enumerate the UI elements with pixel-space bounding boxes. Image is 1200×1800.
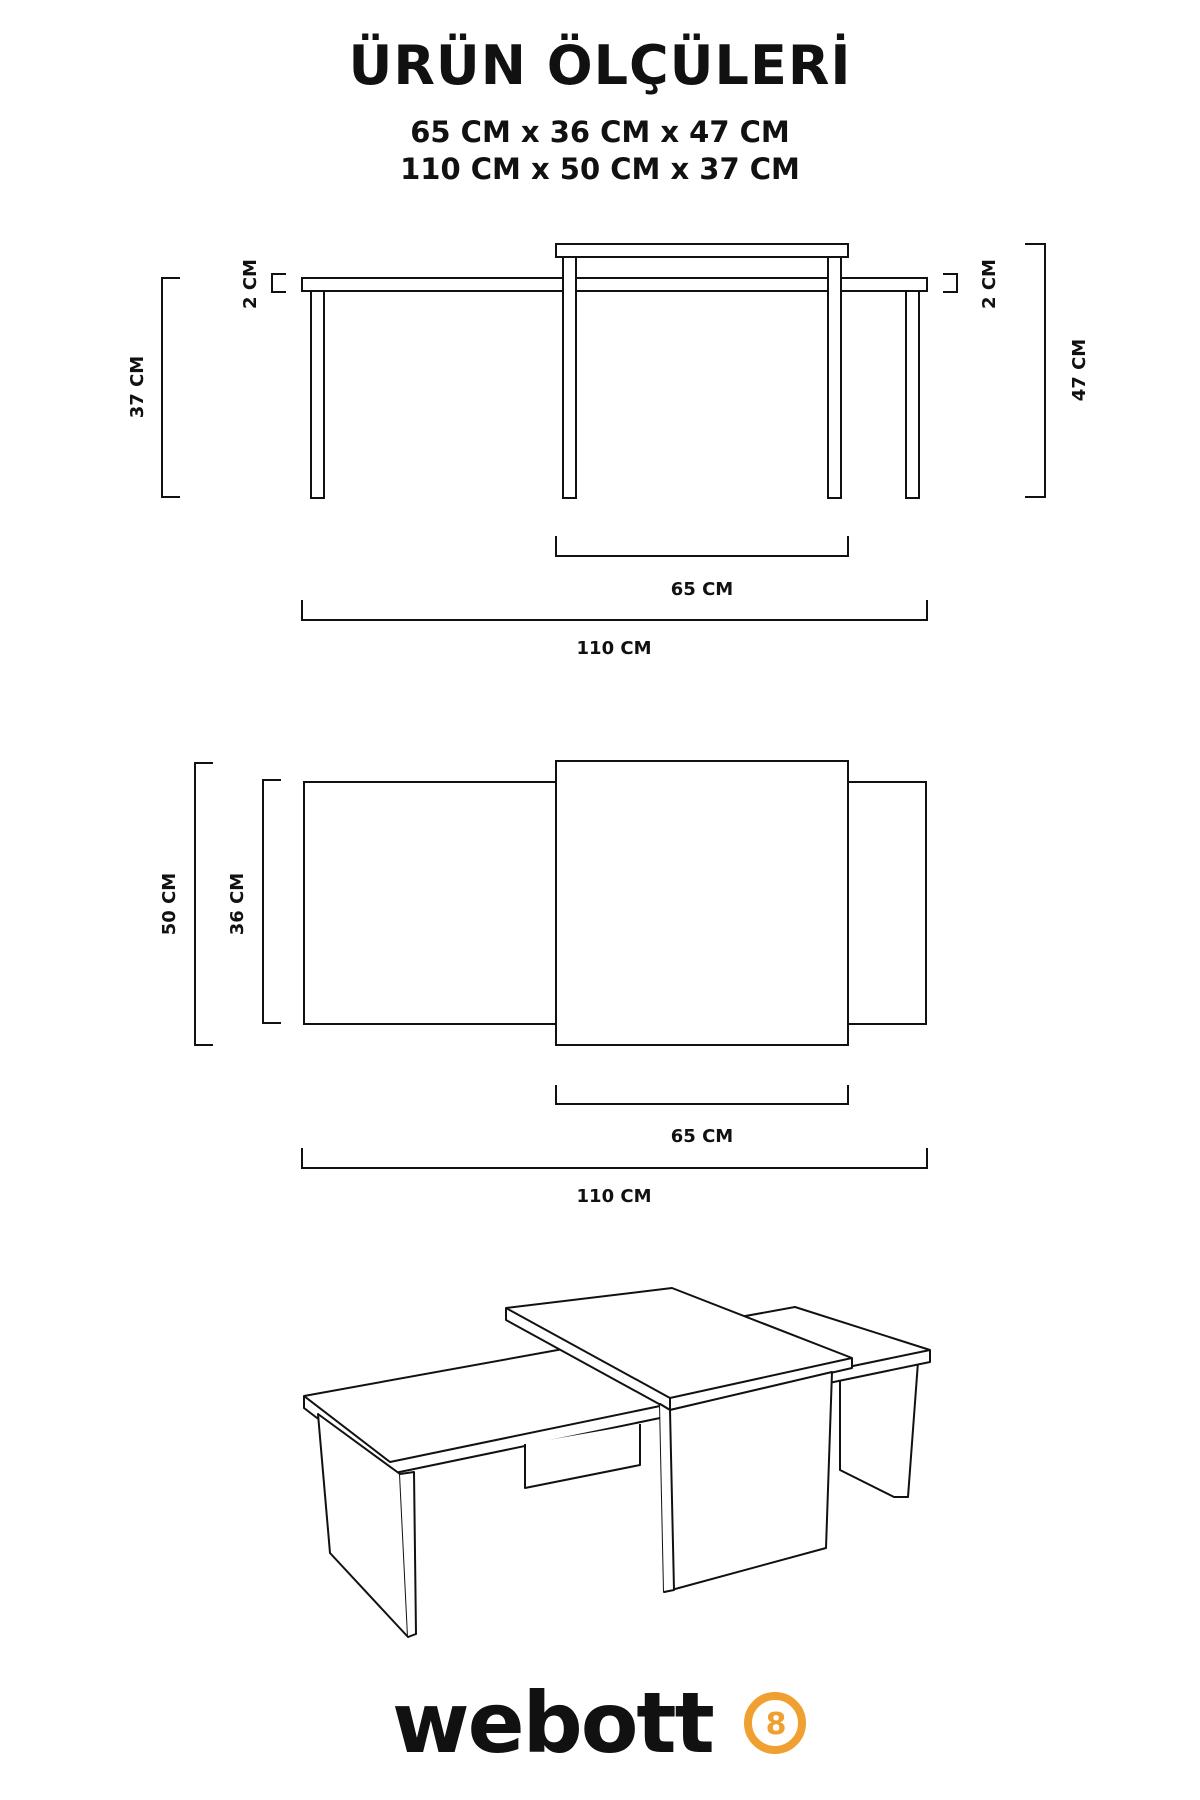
label-width-large-top: 110 CM bbox=[576, 1186, 652, 1207]
small-table-top-front bbox=[556, 244, 848, 257]
depth-large-bracket bbox=[195, 763, 213, 1045]
small-table-leg-right bbox=[828, 257, 841, 498]
label-height-small: 47 CM bbox=[1069, 338, 1090, 402]
brand-wordmark: webott bbox=[392, 1674, 713, 1773]
small-table-leg-left bbox=[563, 257, 576, 498]
label-height-large: 37 CM bbox=[127, 355, 148, 419]
brand-logo bbox=[0, 1668, 1200, 1772]
brand-circle-icon bbox=[742, 1690, 808, 1756]
label-width-large-front: 110 CM bbox=[576, 638, 652, 659]
large-table-leg-right bbox=[906, 291, 919, 498]
thickness-bracket-right bbox=[943, 274, 957, 292]
dims-large-table: 110 CM x 50 CM x 37 CM bbox=[400, 152, 800, 186]
small-table-top-plan bbox=[556, 761, 848, 1045]
large-table-leg-left bbox=[311, 291, 324, 498]
top-view bbox=[195, 761, 927, 1168]
thickness-bracket-left bbox=[272, 274, 286, 292]
width-large-bracket-top bbox=[302, 1148, 927, 1168]
dims-small-table: 65 CM x 36 CM x 47 CM bbox=[410, 115, 790, 149]
width-small-bracket-top bbox=[556, 1085, 848, 1104]
label-thickness-right: 2 CM bbox=[979, 259, 1000, 309]
page-title: ÜRÜN ÖLÇÜLERİ bbox=[348, 34, 852, 97]
front-view bbox=[162, 244, 1045, 620]
label-depth-large: 50 CM bbox=[159, 872, 180, 936]
height-large-bracket bbox=[162, 278, 180, 497]
depth-small-bracket bbox=[263, 780, 281, 1023]
width-small-bracket-front bbox=[556, 536, 848, 556]
label-thickness-left: 2 CM bbox=[240, 259, 261, 309]
height-small-bracket bbox=[1025, 244, 1045, 497]
width-large-bracket-front bbox=[302, 600, 927, 620]
brand-digit: 8 bbox=[765, 1707, 785, 1743]
label-width-small-top: 65 CM bbox=[670, 1126, 734, 1147]
label-width-small-front: 65 CM bbox=[670, 579, 734, 600]
label-depth-small: 36 CM bbox=[227, 872, 248, 936]
perspective-view bbox=[304, 1288, 930, 1637]
